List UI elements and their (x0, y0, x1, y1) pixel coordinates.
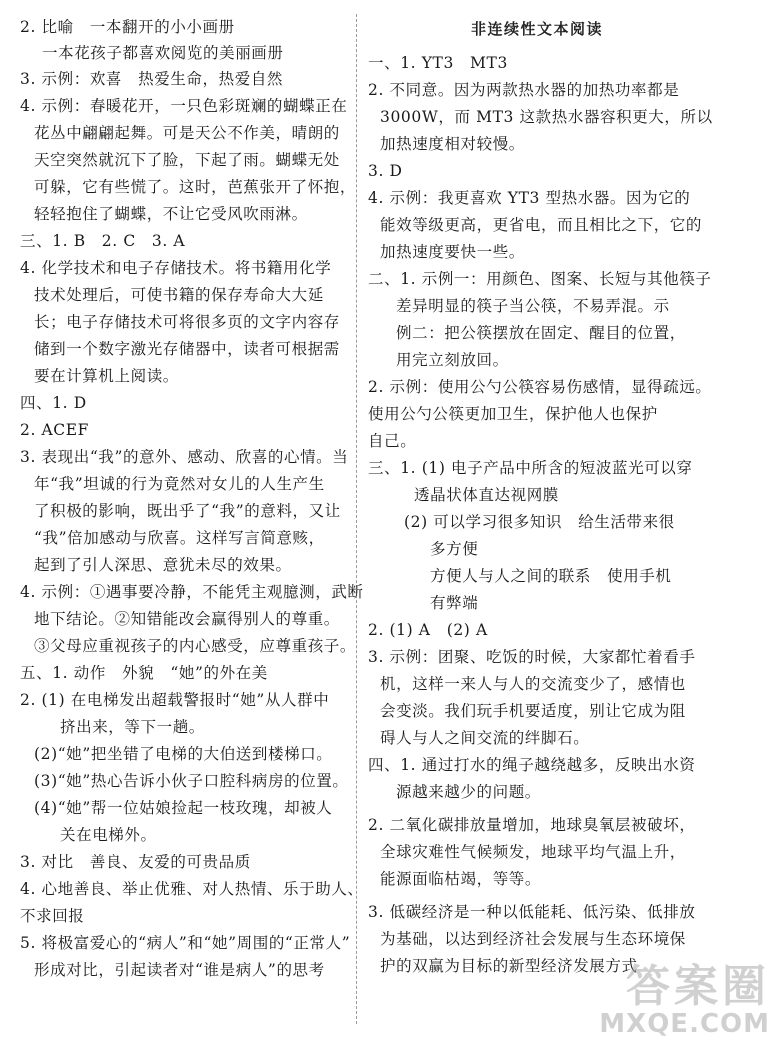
answer-line: (2)“她”把坐错了电梯的大伯送到楼梯口。 (34, 745, 333, 763)
answer-line: 不求回报 (20, 907, 85, 925)
answer-line: 4. 示例：春暖花开，一只色彩斑斓的蝴蝶正在 (20, 97, 348, 115)
answer-line: 例二：把公筷摆放在固定、醒目的位置， (396, 324, 686, 342)
answer-line: 2. (1) 在电梯发出超载警报时“她”从人群中 (20, 691, 330, 709)
answer-line: 透晶状体直达视网膜 (414, 486, 559, 504)
answer-line: 4. 心地善良、举止优雅、对人热情、乐于助人、 (20, 880, 364, 898)
answer-line: 3. 对比 善良、友爱的可贵品质 (20, 853, 251, 871)
answer-line: 3. 表现出“我”的意外、感动、欣喜的心情。当 (20, 448, 349, 466)
answer-line: 2. 比喻 一本翻开的小小画册 (20, 18, 235, 36)
answer-line: 五、1. 动作 外貌 “她”的外在美 (20, 664, 268, 682)
answer-line: 要在计算机上阅读。 (34, 367, 179, 385)
answer-line: 有弊端 (430, 594, 479, 612)
answer-line: 多方便 (430, 540, 479, 558)
answer-line: “我”倍加感动与欣喜。这样写言简意赅， (34, 529, 325, 547)
answer-line: 加热速度要快一些。 (380, 243, 525, 261)
answer-line: 地下结论。②知错能改会赢得别人的尊重。 (34, 610, 340, 628)
answer-line: 轻轻抱住了蝴蝶，不让它受风吹雨淋。 (34, 205, 308, 223)
answer-line: 三、1. B 2. C 3. A (20, 232, 186, 250)
answer-line: 长；电子存储技术可将很多页的文字内容存 (34, 313, 340, 331)
answer-line: 能效等级更高，更省电，而且相比之下，它的 (380, 216, 703, 234)
answer-line: 3. 低碳经济是一种以低能耗、低污染、低排放 (368, 903, 696, 921)
answer-line: 为基础，以达到经济社会发展与生态环境保 (380, 930, 686, 948)
answer-line: 天空突然就沉下了脸，下起了雨。蝴蝶无处 (34, 151, 340, 169)
answer-line: 挤出来，等下一趟。 (60, 718, 205, 736)
answer-line: 关在电梯外。 (60, 826, 157, 844)
answer-line: 3. 示例：欢喜 热爱生命，热爱自然 (20, 70, 284, 88)
answer-line: 能源面临枯竭，等等。 (380, 870, 542, 888)
answer-line: 储到一个数字激光存储器中，读者可根据需 (34, 340, 340, 358)
answer-line: 护的双赢为目标的新型经济发展方式 (380, 957, 638, 975)
answer-line: ③父母应重视孩子的内心感受，应尊重孩子。 (34, 637, 357, 655)
answer-line: 2. (1) A (2) A (368, 621, 488, 639)
answer-line: 2. 示例：使用公勺公筷容易伤感情，显得疏远。 (368, 378, 712, 396)
answer-line: 机，这样一来人与人的交流变少了，感情也 (380, 675, 686, 693)
answer-line: 起到了引人深思、意犹未尽的效果。 (34, 556, 292, 574)
answer-line: 四、1. D (20, 394, 87, 412)
answer-line: 3. D (368, 162, 403, 180)
watermark-logo (599, 961, 770, 1039)
answer-line: 3000W，而 MT3 这款热水器容积更大，所以 (380, 108, 713, 126)
answer-line: 形成对比，引起读者对“谁是病人”的思考 (34, 961, 325, 979)
answer-line: 一、1. YT3 MT3 (368, 54, 508, 72)
answer-line: 技术处理后，可使书籍的保存寿命大大延 (34, 286, 324, 304)
answer-line: 5. 将极富爱心的“病人”和“她”周围的“正常人” (20, 934, 351, 952)
answer-line: 3. 示例：团聚、吃饭的时候，大家都忙着看手 (368, 648, 696, 666)
answer-line: (4)“她”帮一位姑娘捡起一枝玫瑰，却被人 (34, 799, 333, 817)
answer-line: 自己。 (368, 432, 417, 450)
answer-line: 源越来越少的问题。 (396, 783, 541, 801)
answer-line: 用完立刻放回。 (396, 351, 509, 369)
answer-line: 一本花孩子都喜欢阅览的美丽画册 (42, 44, 284, 62)
section-title: 非连续性文本阅读 (470, 20, 603, 38)
answer-line: 2. ACEF (20, 421, 90, 439)
answer-line: 全球灾难性气候频发，地球平均气温上升， (380, 843, 686, 861)
answer-line: (3)“她”热心告诉小伙子口腔科病房的位置。 (34, 772, 349, 790)
answer-line: 2. 不同意。因为两款热水器的加热功率都是 (368, 81, 680, 99)
answer-line: 加热速度相对较慢。 (380, 135, 525, 153)
answer-line: 4. 示例：①遇事要冷静，不能凭主观臆测，武断 (20, 583, 364, 601)
answer-line: 碍人与人之间交流的绊脚石。 (380, 729, 590, 747)
answer-line: 花丛中翩翩起舞。可是天公不作美，晴朗的 (34, 124, 340, 142)
column-divider (356, 14, 357, 1024)
answer-line: 差异明显的筷子当公筷，不易弄混。示 (396, 297, 670, 315)
answer-line: 四、1. 通过打水的绳子越绕越多，反映出水资 (368, 756, 696, 774)
answer-line: 4. 示例：我更喜欢 YT3 型热水器。因为它的 (368, 189, 691, 207)
answer-line: 4. 化学技术和电子存储技术。将书籍用化学 (20, 259, 332, 277)
answer-line: 方便人与人之间的联系 使用手机 (430, 567, 672, 585)
answer-line: 可躲，它有些慌了。这时，芭蕉张开了怀抱， (34, 178, 357, 196)
watermark-url: MXQE.COM (599, 1009, 770, 1039)
answer-line: 三、1. (1) 电子产品中所含的短波蓝光可以穿 (368, 459, 693, 477)
watermark-logo-text: 答案圈 (626, 961, 770, 1012)
answer-line: 年“我”坦诚的行为竟然对女儿的人生产生 (34, 475, 325, 493)
answer-line: (2) 可以学习很多知识 给生活带来很 (404, 513, 675, 531)
answer-line: 了积极的影响，既出乎了“我”的意料，又让 (34, 502, 341, 520)
answer-line: 会变淡。我们玩手机要适度，别让它成为阻 (380, 702, 686, 720)
answer-line: 二、1. 示例一：用颜色、图案、长短与其他筷子 (368, 270, 712, 288)
answer-line: 2. 二氧化碳排放量增加，地球臭氧层被破坏， (368, 816, 696, 834)
answer-line: 使用公勺公筷更加卫生，保护他人也保护 (368, 405, 658, 423)
